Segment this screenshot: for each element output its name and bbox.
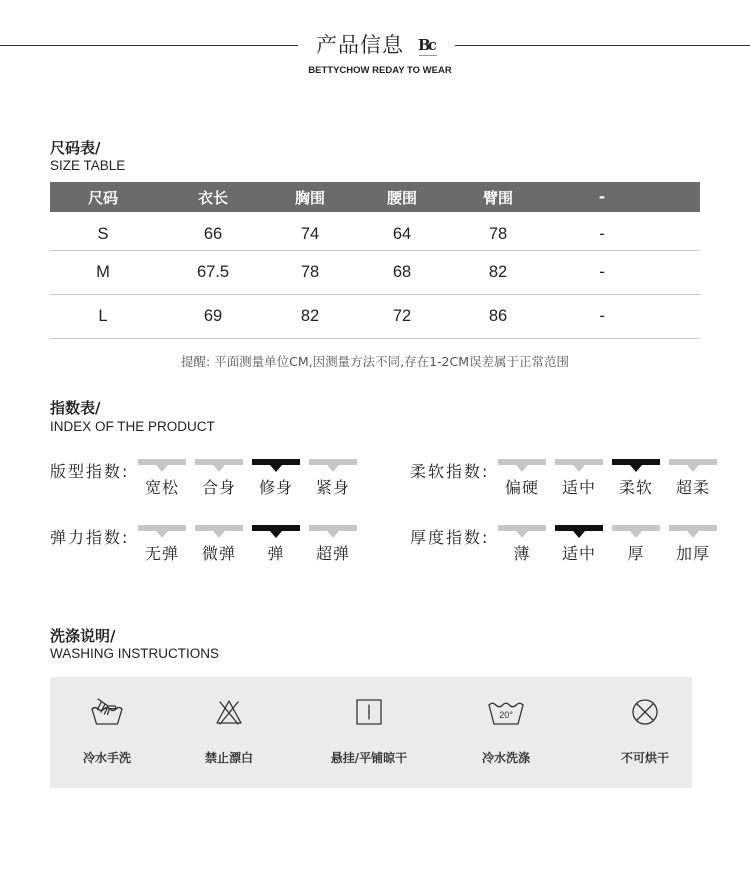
table-cell: 86 — [488, 307, 508, 325]
index-option-label: 薄 — [513, 544, 531, 563]
washing-item — [47, 677, 167, 788]
index-option-label: 偏硬 — [504, 478, 539, 497]
index-option-label: 弹 — [267, 544, 285, 563]
index-bar — [669, 525, 717, 531]
index-option — [555, 459, 603, 503]
index-option — [195, 459, 243, 503]
table-cell: 82 — [300, 307, 320, 325]
index-bar — [555, 459, 603, 465]
index-option — [309, 459, 357, 503]
washing-item — [446, 677, 566, 788]
index-bar — [138, 459, 186, 465]
table-cell: M — [96, 263, 110, 281]
index-option — [669, 459, 717, 503]
table-cell: 82 — [488, 263, 508, 281]
index-option-label: 合身 — [201, 478, 236, 497]
table-cell: S — [97, 224, 109, 243]
index-bar — [498, 525, 546, 531]
table-row — [50, 251, 700, 295]
index-bar — [612, 459, 660, 465]
table-cell: 72 — [392, 307, 412, 325]
table-cell: 78 — [300, 263, 320, 281]
table-cell: 68 — [392, 263, 412, 281]
index-scale — [498, 525, 717, 569]
index-bar — [309, 525, 357, 531]
table-cell: 69 — [203, 307, 223, 325]
index-bar — [195, 525, 243, 531]
index-option-label: 超弹 — [315, 544, 350, 563]
header-rule-left — [0, 45, 298, 46]
table-cell: 78 — [488, 224, 508, 243]
thickness-index — [410, 521, 720, 571]
washing-panel — [50, 677, 692, 788]
washing-label: 禁止漂白 — [204, 751, 253, 765]
index-option — [252, 525, 300, 569]
column-header: - — [598, 188, 606, 206]
index-option-label: 宽松 — [144, 478, 179, 497]
washing-item — [169, 677, 289, 788]
cold-wash-icon — [446, 696, 566, 728]
table-cell: 74 — [300, 224, 320, 243]
index-option — [612, 459, 660, 503]
measurement-note: 提醒: 平面测量单位CM,因测量方法不同,存在1-2CM误差属于正常范围 — [180, 354, 570, 369]
column-header: 衣长 — [197, 188, 228, 207]
size-table — [50, 182, 700, 339]
index-option-label: 加厚 — [675, 544, 710, 563]
index-option-label: 修身 — [258, 478, 293, 497]
index-option-label: 适中 — [561, 478, 596, 497]
column-header: 腰围 — [386, 188, 417, 207]
index-option — [498, 459, 546, 503]
no-bleach-icon — [169, 696, 289, 728]
table-row — [50, 212, 700, 251]
index-label: 厚度指数: — [410, 528, 490, 547]
index-title: 指数表/ — [50, 399, 101, 417]
table-row — [50, 295, 700, 339]
size-table-subtitle: SIZE TABLE — [50, 158, 126, 173]
no-tumble-dry-icon — [585, 696, 705, 728]
index-scale — [138, 459, 357, 503]
index-option-label: 超柔 — [675, 478, 710, 497]
index-bar — [252, 525, 300, 531]
index-option — [498, 525, 546, 569]
index-bar — [498, 459, 546, 465]
index-bar — [252, 459, 300, 465]
brand-logo: Bc — [418, 36, 434, 54]
washing-label: 冷水洗涤 — [481, 751, 530, 765]
header-rule-right — [455, 45, 750, 46]
elasticity-index — [50, 521, 360, 571]
size-table-header — [50, 182, 700, 212]
index-option — [138, 525, 186, 569]
index-option — [138, 459, 186, 503]
brand-subtitle: BETTYCHOW REDAY TO WEAR — [308, 65, 452, 76]
column-header: 臂围 — [482, 188, 513, 207]
washing-label: 悬挂/平铺晾干 — [330, 751, 408, 765]
washing-title: 洗涤说明/ — [50, 627, 116, 645]
hang-dry-icon — [309, 696, 429, 728]
table-cell: 67.5 — [196, 263, 230, 281]
column-header: 胸围 — [294, 188, 325, 207]
table-cell: - — [599, 224, 605, 243]
index-bar — [612, 525, 660, 531]
index-option-label: 柔软 — [618, 478, 653, 497]
washing-item — [309, 677, 429, 788]
index-option-label: 厚 — [627, 544, 645, 563]
index-bar — [138, 525, 186, 531]
index-bar — [195, 459, 243, 465]
index-label: 柔软指数: — [410, 462, 490, 481]
size-table-title: 尺码表/ — [50, 139, 101, 157]
hand-wash-icon — [47, 696, 167, 728]
table-cell: L — [98, 307, 108, 325]
table-cell: - — [599, 263, 605, 281]
wash-temperature: 20° — [499, 710, 513, 720]
index-option-label: 紧身 — [315, 478, 350, 497]
brand-logo-underline — [419, 55, 437, 56]
index-subtitle: INDEX OF THE PRODUCT — [50, 419, 215, 434]
index-option-label: 微弹 — [201, 544, 236, 563]
index-option-label: 无弹 — [144, 544, 179, 563]
washing-subtitle: WASHING INSTRUCTIONS — [50, 646, 220, 661]
index-option-label: 适中 — [561, 544, 596, 563]
index-option — [612, 525, 660, 569]
index-option — [252, 459, 300, 503]
table-cell: - — [599, 307, 605, 325]
column-header: 尺码 — [87, 188, 118, 207]
index-option — [195, 525, 243, 569]
fit-index — [50, 455, 360, 505]
washing-item — [585, 677, 705, 788]
index-bar — [309, 459, 357, 465]
washing-label: 不可烘干 — [620, 751, 669, 765]
index-label: 弹力指数: — [50, 528, 130, 547]
table-cell: 64 — [392, 224, 412, 243]
washing-label: 冷水手洗 — [82, 751, 131, 765]
index-label: 版型指数: — [50, 462, 130, 481]
index-scale — [498, 459, 717, 503]
index-bar — [555, 525, 603, 531]
index-option — [309, 525, 357, 569]
page-title: 产品信息 — [316, 33, 404, 57]
softness-index — [410, 455, 720, 505]
index-option — [555, 525, 603, 569]
index-option — [669, 525, 717, 569]
index-scale — [138, 525, 357, 569]
index-bar — [669, 459, 717, 465]
table-cell: 66 — [203, 224, 223, 243]
